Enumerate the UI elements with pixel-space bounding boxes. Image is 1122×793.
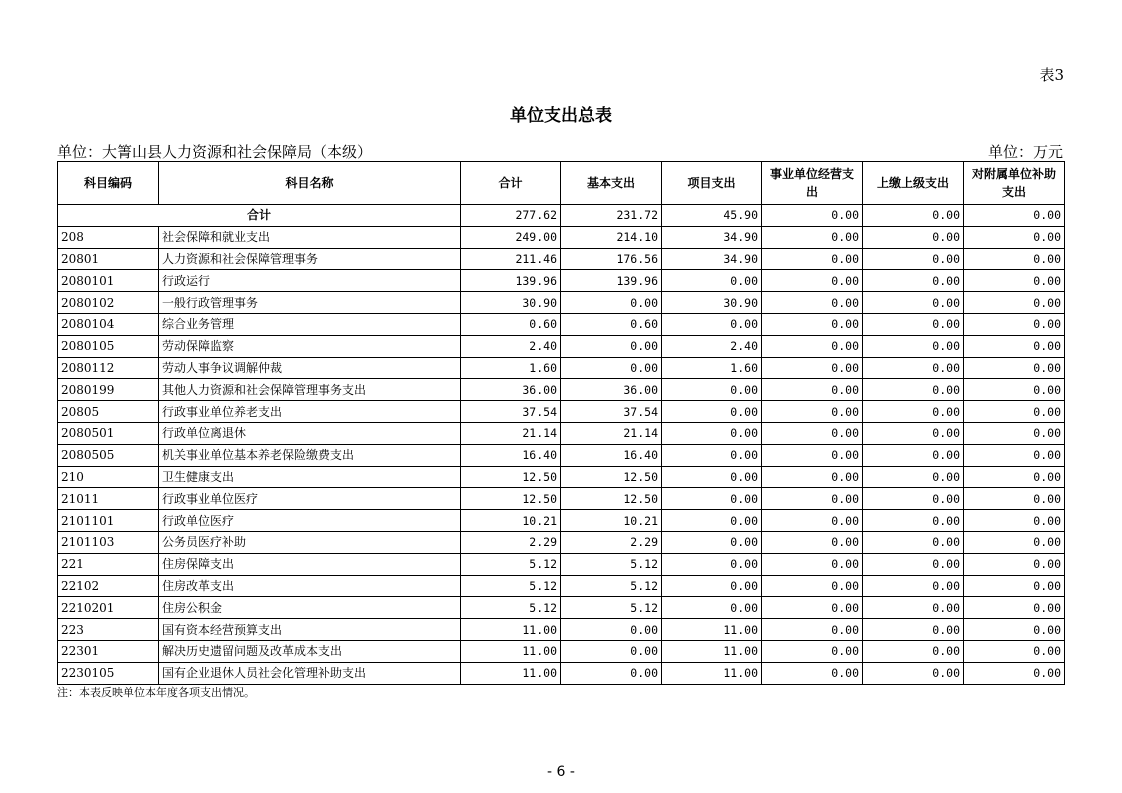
amount-cell: 0.00 xyxy=(762,422,863,444)
table-number: 表3 xyxy=(1039,66,1064,84)
table-row xyxy=(58,335,1065,357)
table-row xyxy=(58,226,1065,248)
total-value: 0.00 xyxy=(762,205,863,227)
amount-cell: 0.00 xyxy=(762,248,863,270)
table-row xyxy=(58,313,1065,335)
amount-cell: 2.40 xyxy=(662,335,762,357)
subject-code: 20801 xyxy=(58,248,159,270)
amount-cell: 0.00 xyxy=(863,531,964,553)
amount-cell: 5.12 xyxy=(561,553,662,575)
amount-cell: 0.00 xyxy=(863,575,964,597)
amount-cell: 0.00 xyxy=(863,292,964,314)
amount-cell: 0.00 xyxy=(964,640,1065,662)
header-row xyxy=(58,162,1065,205)
subject-name: 其他人力资源和社会保障管理事务支出 xyxy=(159,379,461,401)
table-row xyxy=(58,553,1065,575)
amount-cell: 0.00 xyxy=(662,401,762,423)
unit-row xyxy=(57,141,1063,162)
amount-cell: 0.00 xyxy=(762,575,863,597)
currency-unit: 单位：万元 xyxy=(987,143,1063,161)
amount-cell: 0.00 xyxy=(762,488,863,510)
amount-cell: 0.60 xyxy=(461,313,561,335)
amount-cell: 0.00 xyxy=(762,662,863,684)
amount-cell: 0.00 xyxy=(964,270,1065,292)
subject-name: 行政事业单位医疗 xyxy=(159,488,461,510)
table-row xyxy=(58,640,1065,662)
total-value: 231.72 xyxy=(561,205,662,227)
amount-cell: 0.00 xyxy=(863,226,964,248)
amount-cell: 139.96 xyxy=(461,270,561,292)
subject-code: 2080199 xyxy=(58,379,159,401)
amount-cell: 0.00 xyxy=(964,488,1065,510)
amount-cell: 0.00 xyxy=(863,357,964,379)
amount-cell: 0.00 xyxy=(662,422,762,444)
amount-cell: 34.90 xyxy=(662,248,762,270)
amount-cell: 0.00 xyxy=(964,619,1065,641)
table-row xyxy=(58,575,1065,597)
table-row xyxy=(58,662,1065,684)
amount-cell: 0.00 xyxy=(762,401,863,423)
subject-code: 2230105 xyxy=(58,662,159,684)
amount-cell: 0.00 xyxy=(662,379,762,401)
amount-cell: 0.00 xyxy=(762,531,863,553)
amount-cell: 176.56 xyxy=(561,248,662,270)
page-title: 单位支出总表 xyxy=(510,106,612,126)
subject-name: 综合业务管理 xyxy=(159,313,461,335)
table-row xyxy=(58,488,1065,510)
amount-cell: 0.00 xyxy=(964,531,1065,553)
header-project: 项目支出 xyxy=(662,162,762,205)
amount-cell: 21.14 xyxy=(561,422,662,444)
amount-cell: 0.00 xyxy=(863,270,964,292)
amount-cell: 0.00 xyxy=(863,510,964,532)
amount-cell: 0.00 xyxy=(863,619,964,641)
subject-name: 劳动人事争议调解仲裁 xyxy=(159,357,461,379)
table-row xyxy=(58,270,1065,292)
amount-cell: 139.96 xyxy=(561,270,662,292)
amount-cell: 0.00 xyxy=(863,335,964,357)
amount-cell: 214.10 xyxy=(561,226,662,248)
amount-cell: 5.12 xyxy=(461,597,561,619)
amount-cell: 30.90 xyxy=(461,292,561,314)
amount-cell: 0.00 xyxy=(863,662,964,684)
amount-cell: 0.00 xyxy=(964,401,1065,423)
subject-name: 国有企业退休人员社会化管理补助支出 xyxy=(159,662,461,684)
amount-cell: 2.29 xyxy=(561,531,662,553)
subject-name: 人力资源和社会保障管理事务 xyxy=(159,248,461,270)
amount-cell: 37.54 xyxy=(561,401,662,423)
amount-cell: 36.00 xyxy=(461,379,561,401)
amount-cell: 5.12 xyxy=(461,553,561,575)
amount-cell: 0.00 xyxy=(662,510,762,532)
amount-cell: 0.00 xyxy=(863,466,964,488)
subject-code: 2080112 xyxy=(58,357,159,379)
subject-code: 210 xyxy=(58,466,159,488)
total-value: 0.00 xyxy=(964,205,1065,227)
amount-cell: 0.00 xyxy=(964,292,1065,314)
amount-cell: 0.00 xyxy=(863,313,964,335)
amount-cell: 0.00 xyxy=(863,640,964,662)
amount-cell: 0.00 xyxy=(762,292,863,314)
amount-cell: 0.00 xyxy=(964,444,1065,466)
header-remit: 上缴上级支出 xyxy=(863,162,964,205)
header-basic: 基本支出 xyxy=(561,162,662,205)
unit-name: 单位：大箐山县人力资源和社会保障局（本级） xyxy=(57,143,373,161)
amount-cell: 0.00 xyxy=(964,662,1065,684)
table-row xyxy=(58,597,1065,619)
subject-name: 国有资本经营预算支出 xyxy=(159,619,461,641)
amount-cell: 16.40 xyxy=(561,444,662,466)
amount-cell: 0.00 xyxy=(964,575,1065,597)
subject-code: 22102 xyxy=(58,575,159,597)
amount-cell: 0.00 xyxy=(662,270,762,292)
amount-cell: 0.00 xyxy=(762,597,863,619)
amount-cell: 0.00 xyxy=(662,553,762,575)
amount-cell: 11.00 xyxy=(662,662,762,684)
total-value: 277.62 xyxy=(461,205,561,227)
amount-cell: 0.00 xyxy=(863,422,964,444)
total-label: 合计 xyxy=(58,205,461,227)
amount-cell: 0.00 xyxy=(561,357,662,379)
amount-cell: 0.00 xyxy=(863,444,964,466)
table-row xyxy=(58,619,1065,641)
subject-name: 行政事业单位养老支出 xyxy=(159,401,461,423)
table-row xyxy=(58,444,1065,466)
amount-cell: 0.00 xyxy=(964,466,1065,488)
amount-cell: 0.00 xyxy=(964,553,1065,575)
amount-cell: 0.00 xyxy=(762,619,863,641)
subject-code: 223 xyxy=(58,619,159,641)
amount-cell: 211.46 xyxy=(461,248,561,270)
amount-cell: 12.50 xyxy=(561,488,662,510)
subject-code: 2080501 xyxy=(58,422,159,444)
amount-cell: 0.00 xyxy=(964,313,1065,335)
amount-cell: 0.00 xyxy=(964,597,1065,619)
amount-cell: 0.00 xyxy=(561,662,662,684)
amount-cell: 0.60 xyxy=(561,313,662,335)
amount-cell: 0.00 xyxy=(964,422,1065,444)
subject-name: 劳动保障监察 xyxy=(159,335,461,357)
subject-code: 2101103 xyxy=(58,531,159,553)
subject-code: 22301 xyxy=(58,640,159,662)
amount-cell: 30.90 xyxy=(662,292,762,314)
subject-code: 2101101 xyxy=(58,510,159,532)
amount-cell: 0.00 xyxy=(561,640,662,662)
amount-cell: 0.00 xyxy=(863,488,964,510)
subject-name: 社会保障和就业支出 xyxy=(159,226,461,248)
amount-cell: 34.90 xyxy=(662,226,762,248)
amount-cell: 0.00 xyxy=(662,313,762,335)
amount-cell: 5.12 xyxy=(561,597,662,619)
amount-cell: 0.00 xyxy=(762,335,863,357)
table-row xyxy=(58,357,1065,379)
amount-cell: 0.00 xyxy=(662,575,762,597)
footnote: 注：本表反映单位本年度各项支出情况。 xyxy=(57,686,255,699)
subject-code: 2080105 xyxy=(58,335,159,357)
amount-cell: 12.50 xyxy=(461,466,561,488)
amount-cell: 0.00 xyxy=(561,335,662,357)
amount-cell: 2.40 xyxy=(461,335,561,357)
amount-cell: 16.40 xyxy=(461,444,561,466)
amount-cell: 0.00 xyxy=(964,248,1065,270)
amount-cell: 11.00 xyxy=(461,619,561,641)
amount-cell: 0.00 xyxy=(561,619,662,641)
amount-cell: 0.00 xyxy=(762,357,863,379)
subject-name: 行政运行 xyxy=(159,270,461,292)
subject-name: 住房保障支出 xyxy=(159,553,461,575)
subject-name: 行政单位离退休 xyxy=(159,422,461,444)
subject-code: 2210201 xyxy=(58,597,159,619)
amount-cell: 0.00 xyxy=(762,379,863,401)
amount-cell: 12.50 xyxy=(461,488,561,510)
page-number: - 6 - xyxy=(547,764,575,780)
amount-cell: 0.00 xyxy=(662,597,762,619)
header-code: 科目编码 xyxy=(58,162,159,205)
amount-cell: 21.14 xyxy=(461,422,561,444)
amount-cell: 11.00 xyxy=(662,640,762,662)
amount-cell: 11.00 xyxy=(461,662,561,684)
subject-code: 2080505 xyxy=(58,444,159,466)
amount-cell: 0.00 xyxy=(762,313,863,335)
amount-cell: 249.00 xyxy=(461,226,561,248)
amount-cell: 36.00 xyxy=(561,379,662,401)
subject-name: 一般行政管理事务 xyxy=(159,292,461,314)
subject-code: 221 xyxy=(58,553,159,575)
table-row xyxy=(58,248,1065,270)
subject-name: 解决历史遗留问题及改革成本支出 xyxy=(159,640,461,662)
amount-cell: 0.00 xyxy=(964,510,1065,532)
amount-cell: 1.60 xyxy=(662,357,762,379)
amount-cell: 0.00 xyxy=(762,510,863,532)
subject-name: 行政单位医疗 xyxy=(159,510,461,532)
amount-cell: 0.00 xyxy=(762,553,863,575)
amount-cell: 0.00 xyxy=(964,357,1065,379)
amount-cell: 5.12 xyxy=(461,575,561,597)
table-row xyxy=(58,401,1065,423)
amount-cell: 10.21 xyxy=(461,510,561,532)
subject-name: 住房改革支出 xyxy=(159,575,461,597)
header-total: 合计 xyxy=(461,162,561,205)
amount-cell: 0.00 xyxy=(762,226,863,248)
amount-cell: 5.12 xyxy=(561,575,662,597)
total-value: 0.00 xyxy=(863,205,964,227)
amount-cell: 0.00 xyxy=(662,531,762,553)
amount-cell: 10.21 xyxy=(561,510,662,532)
amount-cell: 1.60 xyxy=(461,357,561,379)
table-row xyxy=(58,422,1065,444)
subject-name: 机关事业单位基本养老保险缴费支出 xyxy=(159,444,461,466)
amount-cell: 0.00 xyxy=(561,292,662,314)
amount-cell: 2.29 xyxy=(461,531,561,553)
subject-name: 公务员医疗补助 xyxy=(159,531,461,553)
table-row xyxy=(58,531,1065,553)
subject-code: 21011 xyxy=(58,488,159,510)
amount-cell: 0.00 xyxy=(762,270,863,292)
total-value: 45.90 xyxy=(662,205,762,227)
subject-code: 2080104 xyxy=(58,313,159,335)
header-subsidy: 对附属单位补助支出 xyxy=(964,162,1065,205)
table-row xyxy=(58,379,1065,401)
amount-cell: 0.00 xyxy=(662,444,762,466)
amount-cell: 0.00 xyxy=(662,466,762,488)
table-row xyxy=(58,510,1065,532)
total-row xyxy=(58,205,1065,227)
amount-cell: 0.00 xyxy=(762,640,863,662)
amount-cell: 0.00 xyxy=(863,597,964,619)
amount-cell: 0.00 xyxy=(964,335,1065,357)
amount-cell: 0.00 xyxy=(863,248,964,270)
amount-cell: 0.00 xyxy=(762,444,863,466)
subject-code: 2080101 xyxy=(58,270,159,292)
amount-cell: 0.00 xyxy=(964,379,1065,401)
amount-cell: 0.00 xyxy=(863,553,964,575)
subject-code: 20805 xyxy=(58,401,159,423)
amount-cell: 0.00 xyxy=(662,488,762,510)
amount-cell: 0.00 xyxy=(863,401,964,423)
header-name: 科目名称 xyxy=(159,162,461,205)
header-operating: 事业单位经营支出 xyxy=(762,162,863,205)
amount-cell: 37.54 xyxy=(461,401,561,423)
amount-cell: 11.00 xyxy=(461,640,561,662)
amount-cell: 0.00 xyxy=(964,226,1065,248)
table-row xyxy=(58,292,1065,314)
expenditure-table xyxy=(57,161,1065,685)
amount-cell: 0.00 xyxy=(863,379,964,401)
table-row xyxy=(58,466,1065,488)
amount-cell: 12.50 xyxy=(561,466,662,488)
subject-name: 卫生健康支出 xyxy=(159,466,461,488)
subject-code: 2080102 xyxy=(58,292,159,314)
amount-cell: 0.00 xyxy=(762,466,863,488)
subject-name: 住房公积金 xyxy=(159,597,461,619)
subject-code: 208 xyxy=(58,226,159,248)
amount-cell: 11.00 xyxy=(662,619,762,641)
